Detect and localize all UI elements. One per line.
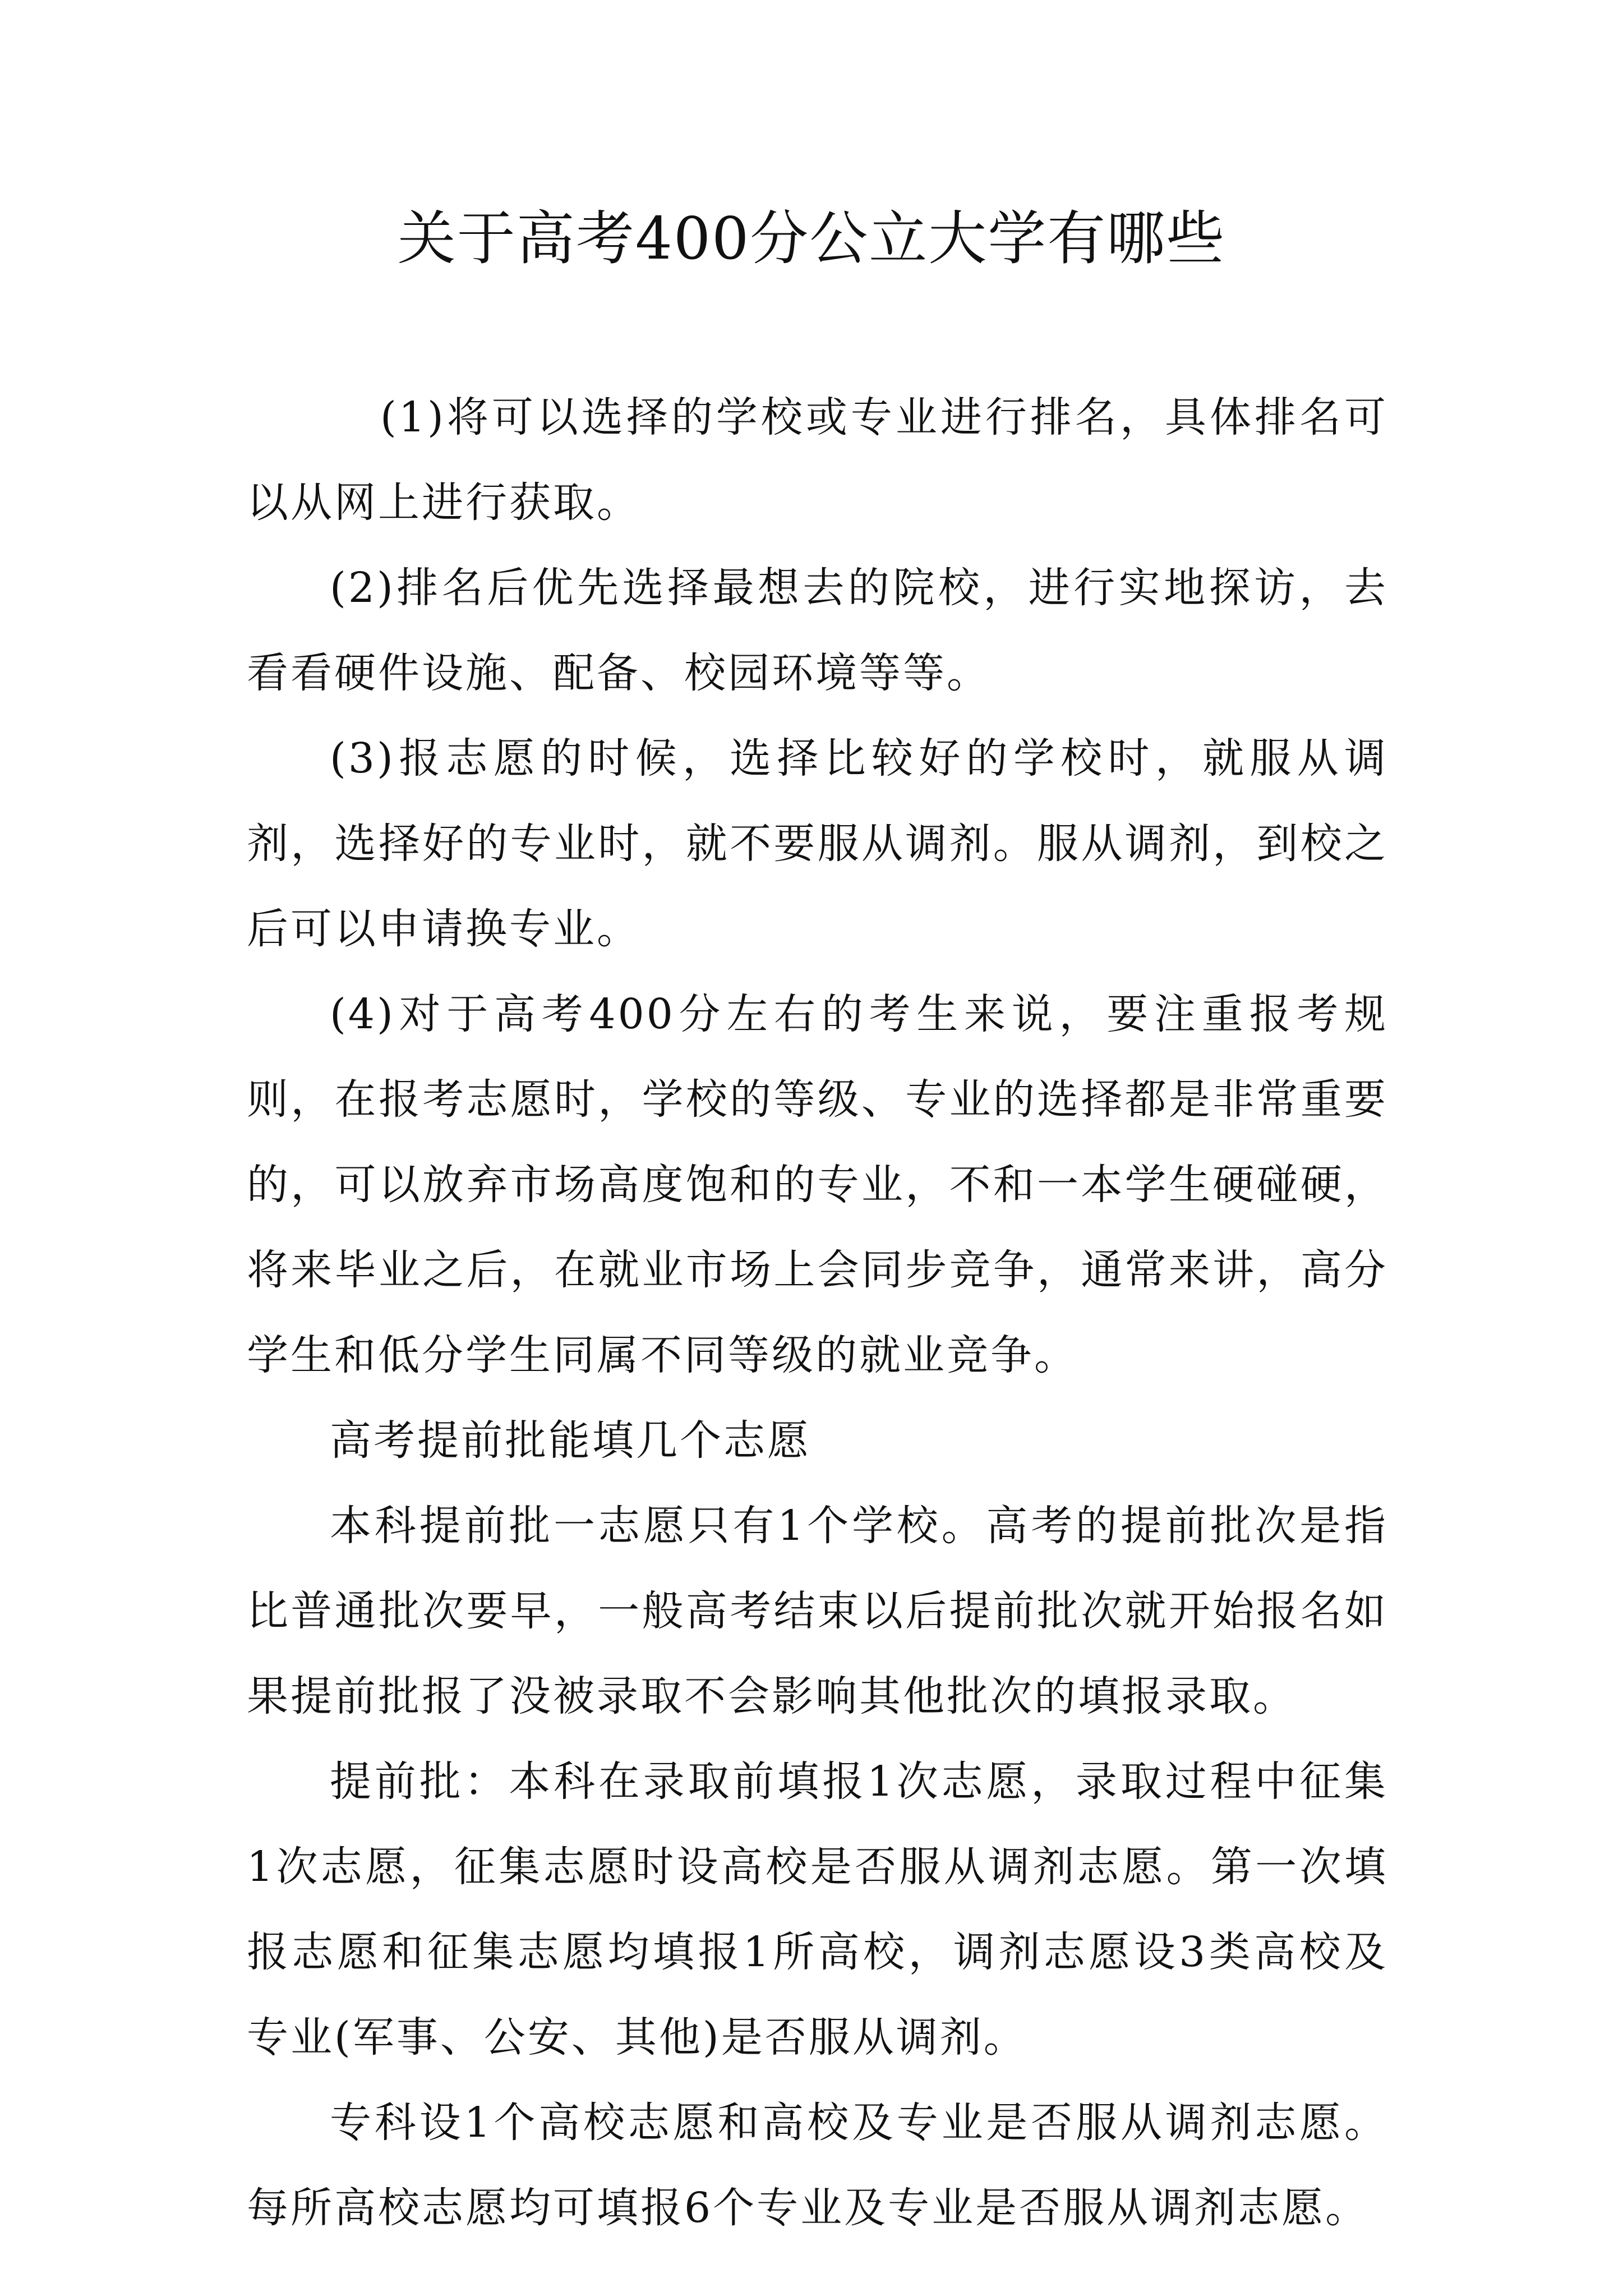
paragraph-5: 本科提前批一志愿只有1个学校。高考的提前批次是指比普通批次要早，一般高考结束以后提前批次就开始报名如果提前批报了没被录取不会影响其他批次的填报录取。 <box>247 1502 1388 1720</box>
paragraph-3: (3)报志愿的时候，选择比较好的学校时，就服从调剂，选择好的专业时，就不要服从调剂。服从调剂，到校之后可以申请换专业。 <box>247 734 1388 953</box>
document-body <box>247 375 1388 2251</box>
paragraph-4: (4)对于高考400分左右的考生来说，要注重报考规则，在报考志愿时，学校的等级、专业的选择都是非常重要的，可以放弃市场高度饱和的专业，不和一本学生硬碰硬，将来毕业之后，在就业市场上会同步竞争，通常来讲，高分学生和低分学生同属不同等级的就业竞争。 <box>247 990 1388 1379</box>
document-title: 关于高考400分公立大学有哪些 <box>397 204 1226 273</box>
paragraph-7: 专科设1个高校志愿和高校及专业是否服从调剂志愿。每所高校志愿均可填报6个专业及专业是否服从调剂志愿。 <box>247 2099 1388 2232</box>
paragraph-2: (2)排名后优先选择最想去的院校，进行实地探访，去看看硬件设施、配备、校园环境等等。 <box>247 564 1388 697</box>
paragraph-6: 提前批：本科在录取前填报1次志愿，录取过程中征集1次志愿，征集志愿时设高校是否服从调剂志愿。第一次填报志愿和征集志愿均填报1所高校，调剂志愿设3类高校及专业(军事、公安、其他)是否服从调剂。 <box>247 1757 1388 2062</box>
section-heading: 高考提前批能填几个志愿 <box>330 1416 811 1465</box>
paragraph-1: (1)将可以选择的学校或专业进行排名，具体排名可以从网上进行获取。 <box>247 393 1388 527</box>
